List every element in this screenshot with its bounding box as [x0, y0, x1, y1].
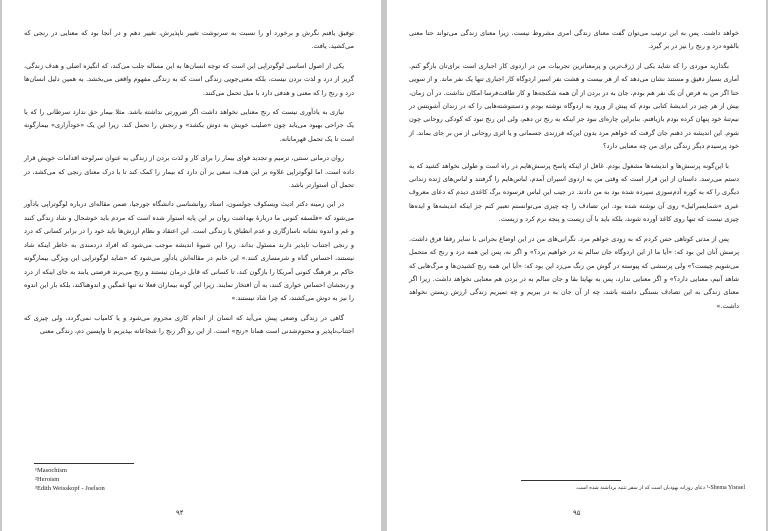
footnotes	[35, 466, 105, 493]
page-number: ۹۴	[176, 509, 184, 517]
footnote: ¹Masochism	[35, 467, 67, 474]
right-page	[387, 0, 766, 531]
footnote-latin: ¹-Shema Yisrael	[706, 485, 745, 491]
paragraph: در این زمینه دکتر ادیث ویسکوف جولسون، استاد روانشناسی دانشگاه جورجیا، ضمن مقاله‌ای درباره لوگوتراپی یادآور می‌شود که «فلسفه کنونی ما دربارهٔ بهداشت روان بر این پایه استوار شده است که مردم باید خوشحال و شاد زندگی کنند و غم و اندوه نشانه ناسازگاری و عدم انطباق با زندگی است. این اعتقاد و نظام ارزش‌ها باید خود را در برابر کسانی که درد و رنجی اجتناب ناپذیر دارند مسئول بداند. زیرا این شیوهٔ اندیشه موجب می‌شود که افراد دردمندی به خاطر اینکه شاد نیستند، احساس گناه و شرمساری کنند.» این خانم در مقاله‌اش یادآور می‌شود که «شاید لوگوتراپی این ویژگی بیمارگونه حاکم بر فرهنگ کنونی آمریکا را بازگون کند، تا کسانی که قابل درمان نیستند و رنج می‌برند فرصتی یابند به جای اینکه از درد و رنجشان احساس خواری کنند، به آن افتخار نمایند. زیرا این گونه بیماران فعلا نه تنها غمگین و اندوهناکند، بلکه بار این اندوه را نیز به دوش می‌کشند، که چرا شاد نیستند.»	[24, 200, 354, 303]
paragraph: خواهد داشت. پس به این ترتیب می‌توان گفت معنای زندگی امری مشروط نیست، زیرا معنای زندگی می‌تواند حتا معنی بالقوه درد و رنج را نیز در بر گیرد.	[409, 29, 739, 51]
footnote	[495, 484, 745, 493]
footnote-text: دعای روزانه یهودیان است که از سفر تثنیه برداشته شده است.	[575, 485, 705, 491]
paragraph: گاهی در زندگی وضعی پیش می‌آید که انسان از انجام کاری محروم می‌شود و یا کامیاب نمی‌گردد، ولی چیزی که اجتناب‌ناپذیر و محتوم‌شدنی است همانا «رنج» است. از این رو اگر رنج را شجاعانه بپذیریم تا واپسین دم، زندگی معنی	[24, 313, 354, 336]
left-page	[2, 0, 381, 531]
paragraph: توفیق یافتم نگرش و برخورد او را نسبت به سرنوشت تغییر ناپذیرش، تغییر دهم و در آنجا بود که معنایی در رنجی که می‌کشید، یافت.	[24, 29, 354, 51]
footnote-divider	[521, 480, 621, 481]
paragraph: یکی از اصول اساسی لوگوتراپی این است که توجه انسان‌ها به این مساله جلب می‌کند، که انگیزه اصلی و هدف زندگی، گریز از درد و لذت بردن نیست، بلکه معنی‌جویی زندگی است که به زندگی مفهوم واقعی می‌بخشد. به همین دلیل انسان‌ها درد و رنج را که معنی و هدفی دارد با میل تحمل می‌کنند.	[24, 61, 354, 97]
footnote: ³Edith Weisskopf - Joelson	[35, 485, 105, 492]
left-page-body	[24, 27, 354, 345]
footnote-divider	[34, 463, 134, 464]
paragraph: روان درمانی سنتی، ترمیم و تجدید قوای بیمار را برای کار و لذت بردن از زندگی به عنوان سرلوحه اقدامات خویش قرار داده است. اما لوگوتراپی علاوه بر این هدف، سعی بر آن دارد که بیمار را کمک کند تا با درک معنای رنجی که می‌کشد، در تحمل آن استوارتر باشد.	[24, 154, 354, 190]
paragraph: پس از مدتی کوتاهی حس کردم که به زودی خواهم مرد. نگرانی‌های من در این اوضاع بحرانی با سایر رفقا فرق داشت. پرسش آنان این بود که: «آیا ما از این اردوگاه جان سالم به در خواهیم برد؟» و اگر نه، پس این همه درد و رنج که متحمل می‌شویم چیست؟» ولی پرسشی که پیوسته در گوش من زنگ می‌زد این بود که: «آیا این همه رنج کشیدن‌ها و مرگ‌هایی که شاهد آنیم، معنایی دارد؟» و اگر معنایی ندارد، پس به نهایتا بقا و جان سالم به در بردن هم معنایی نخواهد داشت. زیرا اگر معنای زندگی به این تصادف بستگی داشته باشد، چه از آن جان به در ببریم و چه تمیریم زندگی ارزش زیستن نخواهد داشت.»	[409, 234, 739, 310]
page-number: ۹۵	[573, 509, 581, 517]
paragraph: با این‌گونه پرسش‌ها و اندیشه‌ها مشغول بودم. غافل از اینکه پاسخ پرسش‌هایم در راه است و طولی نخواهد کشید که به دستم می‌رسد. داستان از این قرار است که وقتی من به اردوی اسیران آمدم، لباس‌هایم را گرفتند و لباس‌های ژنده زندانی دیگری را که به کوره آدم‌سوزی سپرده شده بود به من دادند. در جیب این لباس فرسوده برگ کاغذی دیدم که دعای معروف عبری «شما‌یسرائیل» روی آن نوشته شده بود. این تصادف را چه چیزی می‌توانستم تعبیر کنم جز اینکه اندیشه‌ها و ایده‌ها چیزی نیست که تنها روی کاغذ آورده شوند، بلکه باید با آن زیست و پنجه نرم کرد و زیست.	[409, 161, 739, 224]
paragraph: نیازی به یادآوری نیست که رنج معنایی نخواهد داشت اگر ضرورتی نداشته باشد. مثلا بیمار حق ندارد سرطانی را که با یک جراحی بهبود می‌یابد چون «صلیب خویش به دوش بکشد» و رنجش را تحمل کند. زیرا این یک «خودآزاری» بیمارگونه است تا یک تحمل قهرمانانه.	[24, 108, 354, 143]
right-page-body	[409, 27, 739, 319]
paragraph: بگذارید موردی را که شاید یکی از ژرف‌ترین و پرمعناترین تجربیات من در اردوی کار اجباری است برای‌تان بازگو کنم. آماری بسیار دقیق و مستند نشان می‌دهد که از هر بیست و هشت نفر اسیر اردوگاه کار اجباری تنها یک نفر ماند. و از سویی حتا اگر من به فرض آن یک نفر هم بودم، جان به در بردن از آن همه شکنجه‌ها و کار طاقت‌فرسا امکان نداشت. در آن زمان، بیش از هر چیز در اندیشهٔ کتابی بودم که پیش از ورود به اردوگاه نوشته بودم و دستنوشته‌هایی را که در زندان آشویتس در نیم‌تنهٔ خود پنهان کرده بودم بازیافتم. بنابراین چاره‌ای نبود جز اینکه به رنج تن دهم، ولی این رنج نبود که کودکی روحانی چون شوم. این اندیشه در ذهنم جان گرفت که خواهم مرد بدون این‌که فرزندی جسمانی و یا اثری روحانی از من بر جای بماند. از خود پرسیدم دیگر زندگی برای من چه معنایی دارد؟	[409, 61, 739, 151]
footnote: ²Heroism	[35, 476, 60, 483]
